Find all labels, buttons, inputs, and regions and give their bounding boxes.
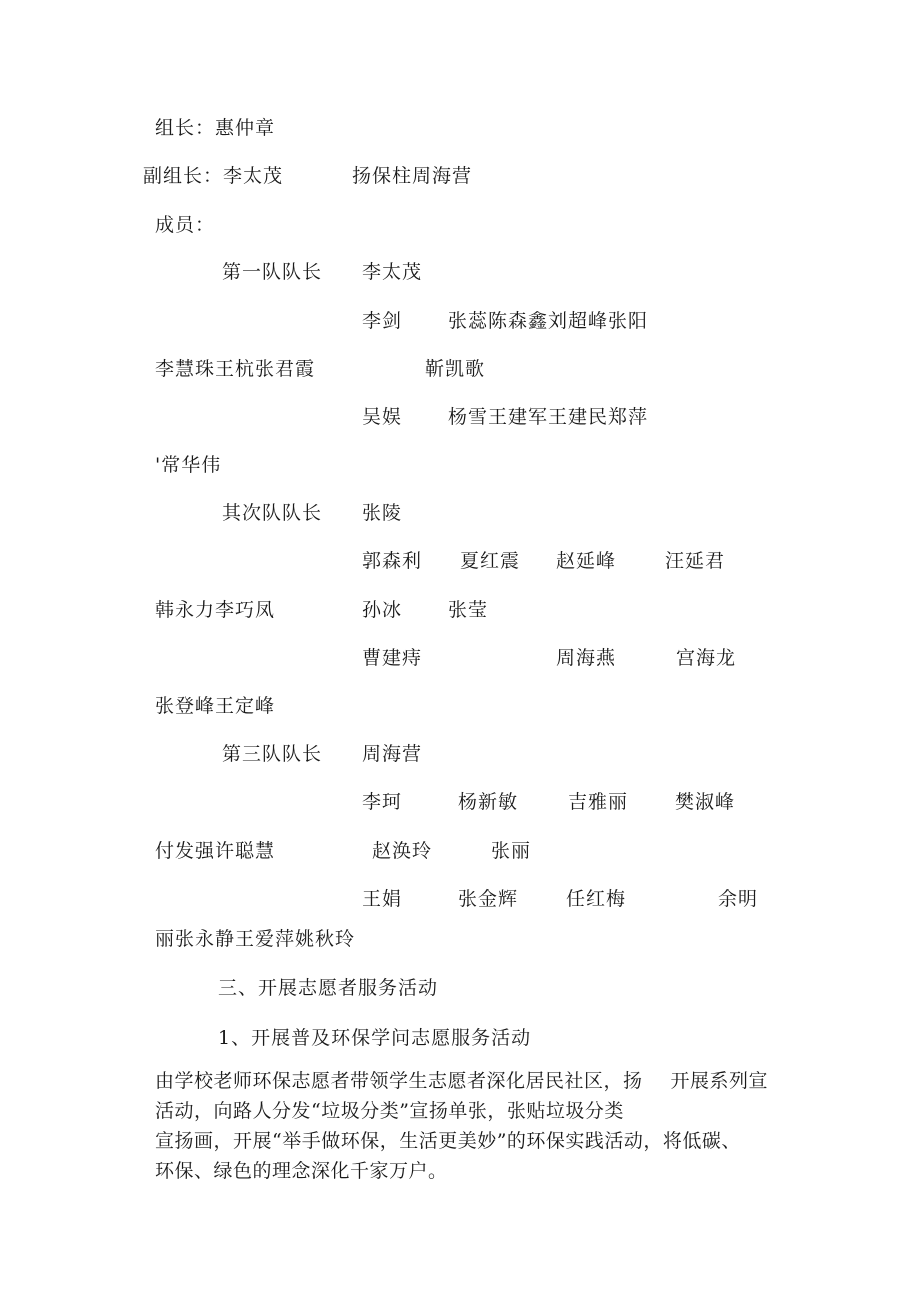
team1-member: 杨雪王建军王建民郑萍 — [448, 406, 649, 428]
team1-member: 靳凯歌 — [425, 358, 486, 380]
team3-member: 张丽 — [491, 840, 532, 862]
team1-member: 李剑 — [362, 310, 403, 332]
team2-member: 张登峰王定峰 — [155, 695, 276, 717]
team3-member: 付发强许聪慧 — [155, 840, 276, 862]
team2-member: 郭森利 — [362, 550, 423, 572]
team2-member: 周海燕 — [556, 647, 617, 669]
deputy-leader-others: 扬保柱周海营 — [352, 165, 473, 187]
leader-line: 组长：惠仲章 — [155, 117, 276, 139]
team1-member: 吴娱 — [362, 406, 403, 428]
team3-captain: 周海营 — [362, 743, 423, 765]
paragraph-line-part: 由学校老师环保志愿者带领学生志愿者深化居民社区，扬 — [155, 1070, 643, 1092]
team2-member: 张莹 — [448, 599, 489, 621]
team1-member: 李慧珠王杭张君霞 — [155, 358, 316, 380]
deputy-leader-label: 副组长：李太茂 — [143, 165, 284, 187]
team1-member: '常华伟 — [155, 454, 222, 476]
team3-member: 丽张永静王爱萍姚秋玲 — [155, 928, 356, 950]
team2-captain: 张陵 — [362, 502, 403, 524]
team3-member: 赵涣玲 — [372, 840, 433, 862]
paragraph-line: 活动，向路人分发“垃圾分类”宣扬单张，张贴垃圾分类 — [155, 1100, 624, 1122]
team2-member: 夏红震 — [460, 550, 521, 572]
team2-member: 曹建痔 — [362, 647, 423, 669]
team3-title: 第三队队长 — [222, 743, 323, 765]
team3-member: 张金辉 — [458, 888, 519, 910]
paragraph-line: 宣扬画，开展“举手做环保，生活更美妙”的环保实践活动，将低碳、 — [155, 1130, 741, 1152]
team3-member: 樊淑峰 — [675, 791, 736, 813]
team2-member: 宫海龙 — [676, 647, 737, 669]
team3-member: 李珂 — [362, 791, 403, 813]
team3-member: 吉雅丽 — [568, 791, 629, 813]
team2-title: 其次队队长 — [222, 502, 323, 524]
team2-member: 汪延君 — [665, 550, 726, 572]
team3-member: 王娟 — [362, 888, 403, 910]
paragraph-line: 环保、绿色的理念深化千家万户。 — [155, 1160, 448, 1182]
section-heading: 三、开展志愿者服务活动 — [218, 977, 439, 999]
sub-heading: 1、开展普及环保学问志愿服务活动 — [218, 1027, 532, 1049]
team3-member: 杨新敏 — [458, 791, 519, 813]
paragraph-line-part: 开展系列宣 — [670, 1070, 769, 1092]
team2-member: 韩永力李巧凤 — [155, 599, 276, 621]
team1-title: 第一队队长 — [222, 261, 323, 283]
paragraph-line — [155, 1066, 795, 1096]
team3-member: 余明 — [718, 888, 759, 910]
team2-member: 赵延峰 — [556, 550, 617, 572]
members-label: 成员： — [155, 214, 216, 236]
body-paragraph — [155, 1066, 795, 1186]
team3-member: 任红梅 — [566, 888, 627, 910]
team2-member: 孙冰 — [362, 599, 403, 621]
team1-member: 张蕊陈森鑫刘超峰张阳 — [448, 310, 649, 332]
team1-captain: 李太茂 — [362, 261, 423, 283]
